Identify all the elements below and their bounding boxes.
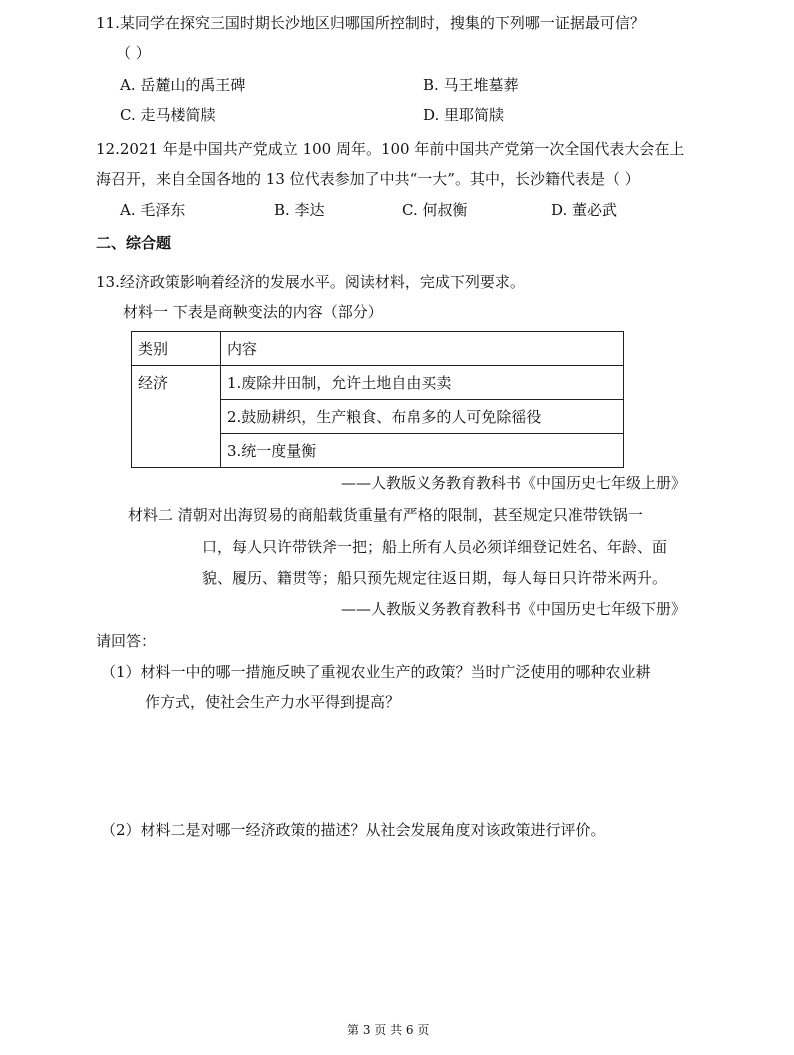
material1-source: ——人教版义务教育教科书《中国历史七年级上册》 xyxy=(340,474,686,492)
table-cell: 2.鼓励耕织，生产粮食、布帛多的人可免除徭役 xyxy=(221,400,624,434)
table-header-category: 类别 xyxy=(132,332,221,366)
q12-option-c: C. 何叔衡 xyxy=(402,201,468,219)
sub-question-1-line1: （1）材料一中的哪一措施反映了重视农业生产的政策？当时广泛使用的哪种农业耕 xyxy=(101,663,651,681)
q11-option-d: D. 里耶简牍 xyxy=(423,106,505,124)
material1-intro: 材料一 下表是商鞅变法的内容（部分） xyxy=(123,303,383,321)
material2-line3: 貌、履历、籍贯等；船只预先规定往返日期，每人每日只许带米两升。 xyxy=(202,569,668,587)
q11-answer-bracket: （ ） xyxy=(116,44,151,62)
q12-stem-line1: 12.2021 年是中国共产党成立 100 周年。100 年前中国共产党第一次全国代表大会在上 xyxy=(96,140,685,158)
material2-source: ——人教版义务教育教科书《中国历史七年级下册》 xyxy=(340,600,686,618)
table-cell: 3.统一度量衡 xyxy=(221,434,624,468)
q12-stem-line2: 海召开，来自全国各地的 13 位代表参加了中共“一大”。其中，长沙籍代表是（ ） xyxy=(96,170,640,188)
q12-option-d: D. 董必武 xyxy=(551,201,618,219)
material2-line2: 口，每人只许带铁斧一把；船上所有人员必须详细登记姓名、年龄、面 xyxy=(202,538,668,556)
q11-stem: 11.某同学在探究三国时期长沙地区归哪国所控制时，搜集的下列哪一证据最可信？ xyxy=(96,14,645,32)
table-row xyxy=(132,366,624,400)
table-category-cell: 经济 xyxy=(132,366,221,468)
table-header-content: 内容 xyxy=(221,332,624,366)
answer-prompt: 请回答： xyxy=(96,632,157,650)
q13-stem: 13.经济政策影响着经济的发展水平。阅读材料，完成下列要求。 xyxy=(96,273,525,291)
q11-option-a: A. 岳麓山的禹王碑 xyxy=(120,76,246,94)
reform-table xyxy=(131,331,624,468)
q12-option-a: A. 毛泽东 xyxy=(120,201,186,219)
q12-option-b: B. 李达 xyxy=(274,201,325,219)
material2-line1: 材料二 清朝对出海贸易的商船载货重量有严格的限制，甚至规定只准带铁锅一 xyxy=(128,506,643,524)
table-cell: 1.废除井田制，允许土地自由买卖 xyxy=(221,366,624,400)
page-number: 第 3 页 共 6 页 xyxy=(347,1023,430,1037)
sub-question-2: （2）材料二是对哪一经济政策的描述？从社会发展角度对该政策进行评价。 xyxy=(101,821,606,839)
table-header-row xyxy=(132,332,624,366)
q11-option-b: B. 马王堆墓葬 xyxy=(423,76,519,94)
q11-option-c: C. 走马楼简牍 xyxy=(120,106,216,124)
section-title: 二、综合题 xyxy=(96,234,172,252)
sub-question-1-line2: 作方式，使社会生产力水平得到提高？ xyxy=(145,693,401,711)
